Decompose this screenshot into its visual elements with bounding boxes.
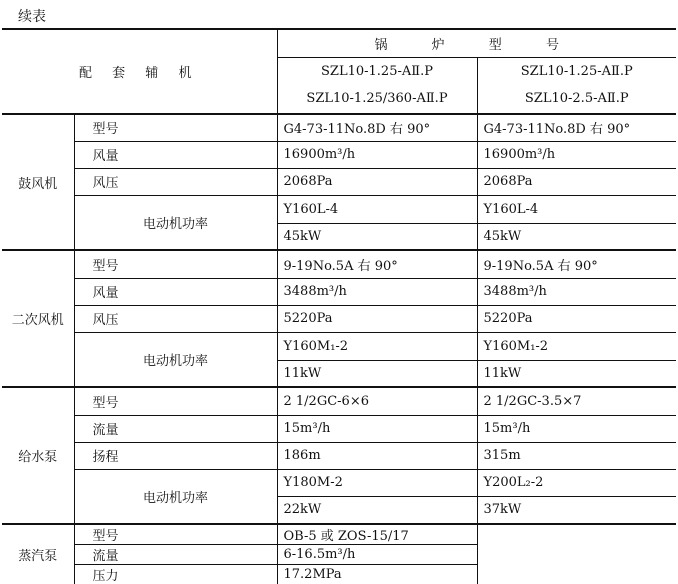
param-label: 压力 — [74, 565, 277, 584]
param-label: 风量 — [74, 141, 277, 168]
value-cell: Y200L₂-2 — [477, 469, 676, 496]
param-label: 电动机功率 — [74, 195, 277, 250]
table-row — [2, 278, 676, 305]
param-label: 型号 — [74, 387, 277, 415]
table-row — [2, 415, 676, 442]
group-name: 蒸汽泵 — [2, 524, 74, 584]
param-label: 流量 — [74, 545, 277, 565]
value-cell: 15m³/h — [277, 415, 477, 442]
empty-cell — [477, 524, 676, 584]
table-row — [2, 250, 676, 278]
param-label: 风量 — [74, 278, 277, 305]
table-row — [2, 469, 676, 496]
value-cell: 5220Pa — [277, 305, 477, 332]
value-cell: 22kW — [277, 496, 477, 524]
header-boiler-col-2: SZL10-1.25-AⅡ.P SZL10-2.5-AⅡ.P — [477, 57, 676, 114]
boiler-auxiliary-table — [2, 28, 676, 584]
value-cell: 16900m³/h — [277, 141, 477, 168]
value-cell: OB-5 或 ZOS-15/17 — [277, 524, 477, 545]
group-name: 鼓风机 — [2, 114, 74, 250]
value-cell: Y160M₁-2 — [277, 332, 477, 360]
value-cell: 9-19No.5A 右 90° — [277, 250, 477, 278]
value-cell: 11kW — [277, 360, 477, 387]
table-row — [2, 168, 676, 195]
value-cell: 6-16.5m³/h — [277, 545, 477, 565]
param-label: 风压 — [74, 168, 277, 195]
value-cell: 9-19No.5A 右 90° — [477, 250, 676, 278]
value-cell: Y180M-2 — [277, 469, 477, 496]
value-cell: G4-73-11No.8D 右 90° — [477, 114, 676, 141]
value-cell: 2068Pa — [277, 168, 477, 195]
param-label: 电动机功率 — [74, 332, 277, 387]
table-row — [2, 141, 676, 168]
param-label: 型号 — [74, 524, 277, 545]
value-cell: Y160L-4 — [477, 195, 676, 223]
table-row — [2, 442, 676, 469]
header-row-1 — [2, 29, 676, 57]
table-row — [2, 305, 676, 332]
header-boiler-model-group: 锅 炉 型 号 — [277, 29, 676, 57]
table-row — [2, 195, 676, 223]
value-cell: G4-73-11No.8D 右 90° — [277, 114, 477, 141]
group-name: 给水泵 — [2, 387, 74, 524]
header-boiler-col-1: SZL10-1.25-AⅡ.P SZL10-1.25/360-AⅡ.P — [277, 57, 477, 114]
value-cell: 3488m³/h — [277, 278, 477, 305]
value-cell: 45kW — [477, 223, 676, 250]
table-row — [2, 332, 676, 360]
param-label: 型号 — [74, 250, 277, 278]
value-cell: 186m — [277, 442, 477, 469]
value-cell: 11kW — [477, 360, 676, 387]
value-cell: 2 1/2GC-3.5×7 — [477, 387, 676, 415]
value-cell: Y160M₁-2 — [477, 332, 676, 360]
table-row — [2, 387, 676, 415]
value-cell: 16900m³/h — [477, 141, 676, 168]
param-label: 风压 — [74, 305, 277, 332]
param-label: 电动机功率 — [74, 469, 277, 524]
param-label: 扬程 — [74, 442, 277, 469]
value-cell: 5220Pa — [477, 305, 676, 332]
value-cell: Y160L-4 — [277, 195, 477, 223]
value-cell: 37kW — [477, 496, 676, 524]
value-cell: 3488m³/h — [477, 278, 676, 305]
group-name: 二次风机 — [2, 250, 74, 387]
value-cell: 2068Pa — [477, 168, 676, 195]
table-continued-caption: 续表 — [18, 6, 46, 26]
value-cell: 45kW — [277, 223, 477, 250]
value-cell: 15m³/h — [477, 415, 676, 442]
table-row — [2, 524, 676, 545]
header-auxiliary-label: 配 套 辅 机 — [2, 29, 277, 114]
value-cell: 315m — [477, 442, 676, 469]
param-label: 流量 — [74, 415, 277, 442]
table-row — [2, 114, 676, 141]
value-cell: 17.2MPa — [277, 565, 477, 584]
param-label: 型号 — [74, 114, 277, 141]
value-cell: 2 1/2GC-6×6 — [277, 387, 477, 415]
